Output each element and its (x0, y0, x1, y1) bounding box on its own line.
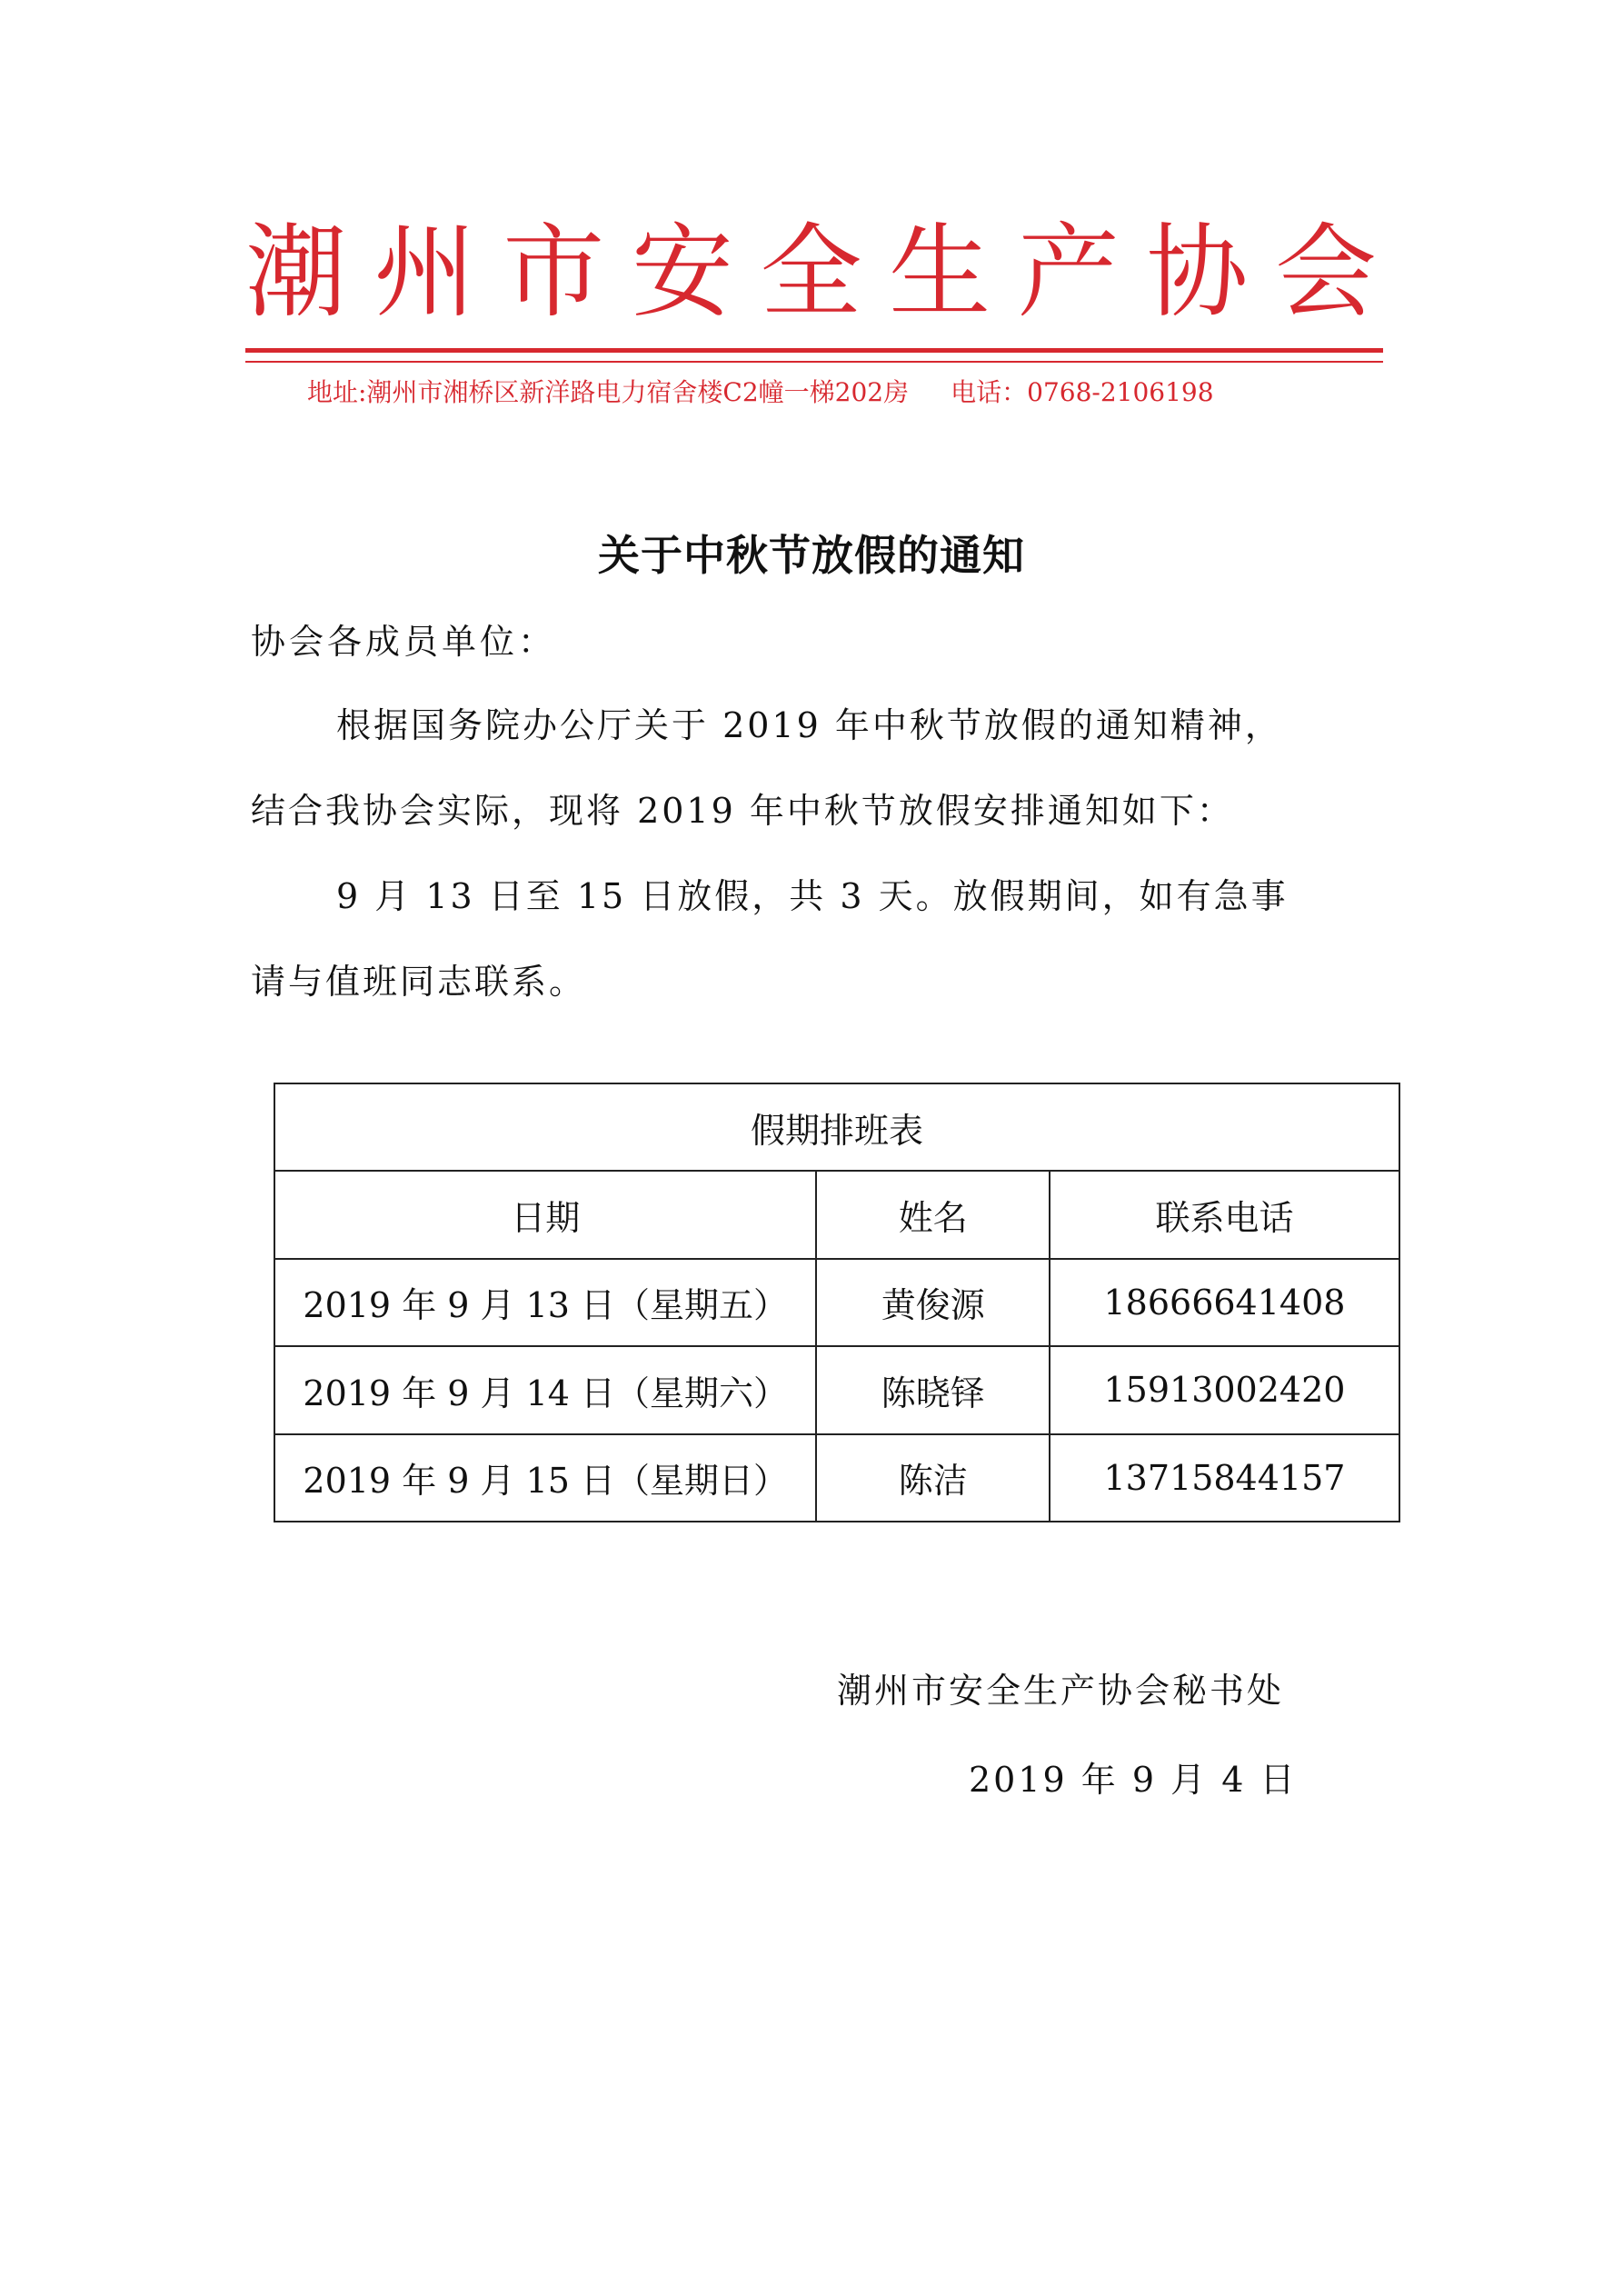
table-caption: 假期排班表 (274, 1083, 1399, 1171)
org-name-char: 州 (373, 214, 476, 332)
letterhead-phone: 电话：0768-2106198 (951, 377, 1214, 407)
column-header-name: 姓名 (816, 1171, 1049, 1258)
letterhead-rule-thin (245, 361, 1383, 363)
org-name-char: 全 (760, 214, 862, 332)
cell-name: 陈晓铎 (816, 1346, 1049, 1433)
body-line: 请与值班同志联系。 (251, 962, 587, 1002)
cell-name: 陈洁 (816, 1434, 1049, 1522)
notice-title: 关于中秋节放假的通知 (598, 531, 1025, 580)
column-header-date: 日期 (274, 1171, 816, 1258)
org-name-char: 市 (503, 214, 605, 332)
cell-date: 2019 年 9 月 14 日（星期六） (274, 1346, 816, 1433)
table-row (274, 1434, 1399, 1522)
org-name-char: 安 (631, 214, 733, 332)
letterhead-address: 地址:潮州市湘桥区新洋路电力宿舍楼C2幢一梯202房 (307, 377, 910, 407)
org-name-char: 生 (889, 214, 991, 332)
cell-phone: 18666641408 (1050, 1259, 1399, 1346)
table-row (274, 1346, 1399, 1433)
column-header-phone: 联系电话 (1050, 1171, 1399, 1258)
body-line: 9 月 13 日至 15 日放假，共 3 天。放假期间，如有急事 (336, 876, 1289, 916)
cell-phone: 15913002420 (1050, 1346, 1399, 1433)
table-row (274, 1259, 1399, 1346)
table-header-row (274, 1171, 1399, 1258)
salutation: 协会各成员单位： (251, 622, 557, 662)
body-line: 结合我协会实际，现将 2019 年中秋节放假安排通知如下： (251, 791, 1234, 831)
letterhead-org-name (245, 205, 1377, 341)
org-name-char: 会 (1275, 214, 1377, 332)
cell-phone: 13715844157 (1050, 1434, 1399, 1522)
org-name-char: 潮 (245, 214, 347, 332)
letterhead-contact (307, 373, 1214, 413)
org-name-char: 协 (1146, 214, 1249, 332)
org-name-char: 产 (1017, 214, 1120, 332)
body-line: 根据国务院办公厅关于 2019 年中秋节放假的通知精神， (336, 705, 1282, 745)
duty-schedule-table (274, 1083, 1400, 1522)
table-caption-row (274, 1083, 1399, 1171)
signature-date: 2019 年 9 月 4 日 (969, 1760, 1298, 1800)
cell-name: 黄俊源 (816, 1259, 1049, 1346)
cell-date: 2019 年 9 月 13 日（星期五） (274, 1259, 816, 1346)
letterhead-rule-thick (245, 348, 1383, 353)
cell-date: 2019 年 9 月 15 日（星期日） (274, 1434, 816, 1522)
signature-org: 潮州市安全生产协会秘书处 (837, 1671, 1285, 1711)
